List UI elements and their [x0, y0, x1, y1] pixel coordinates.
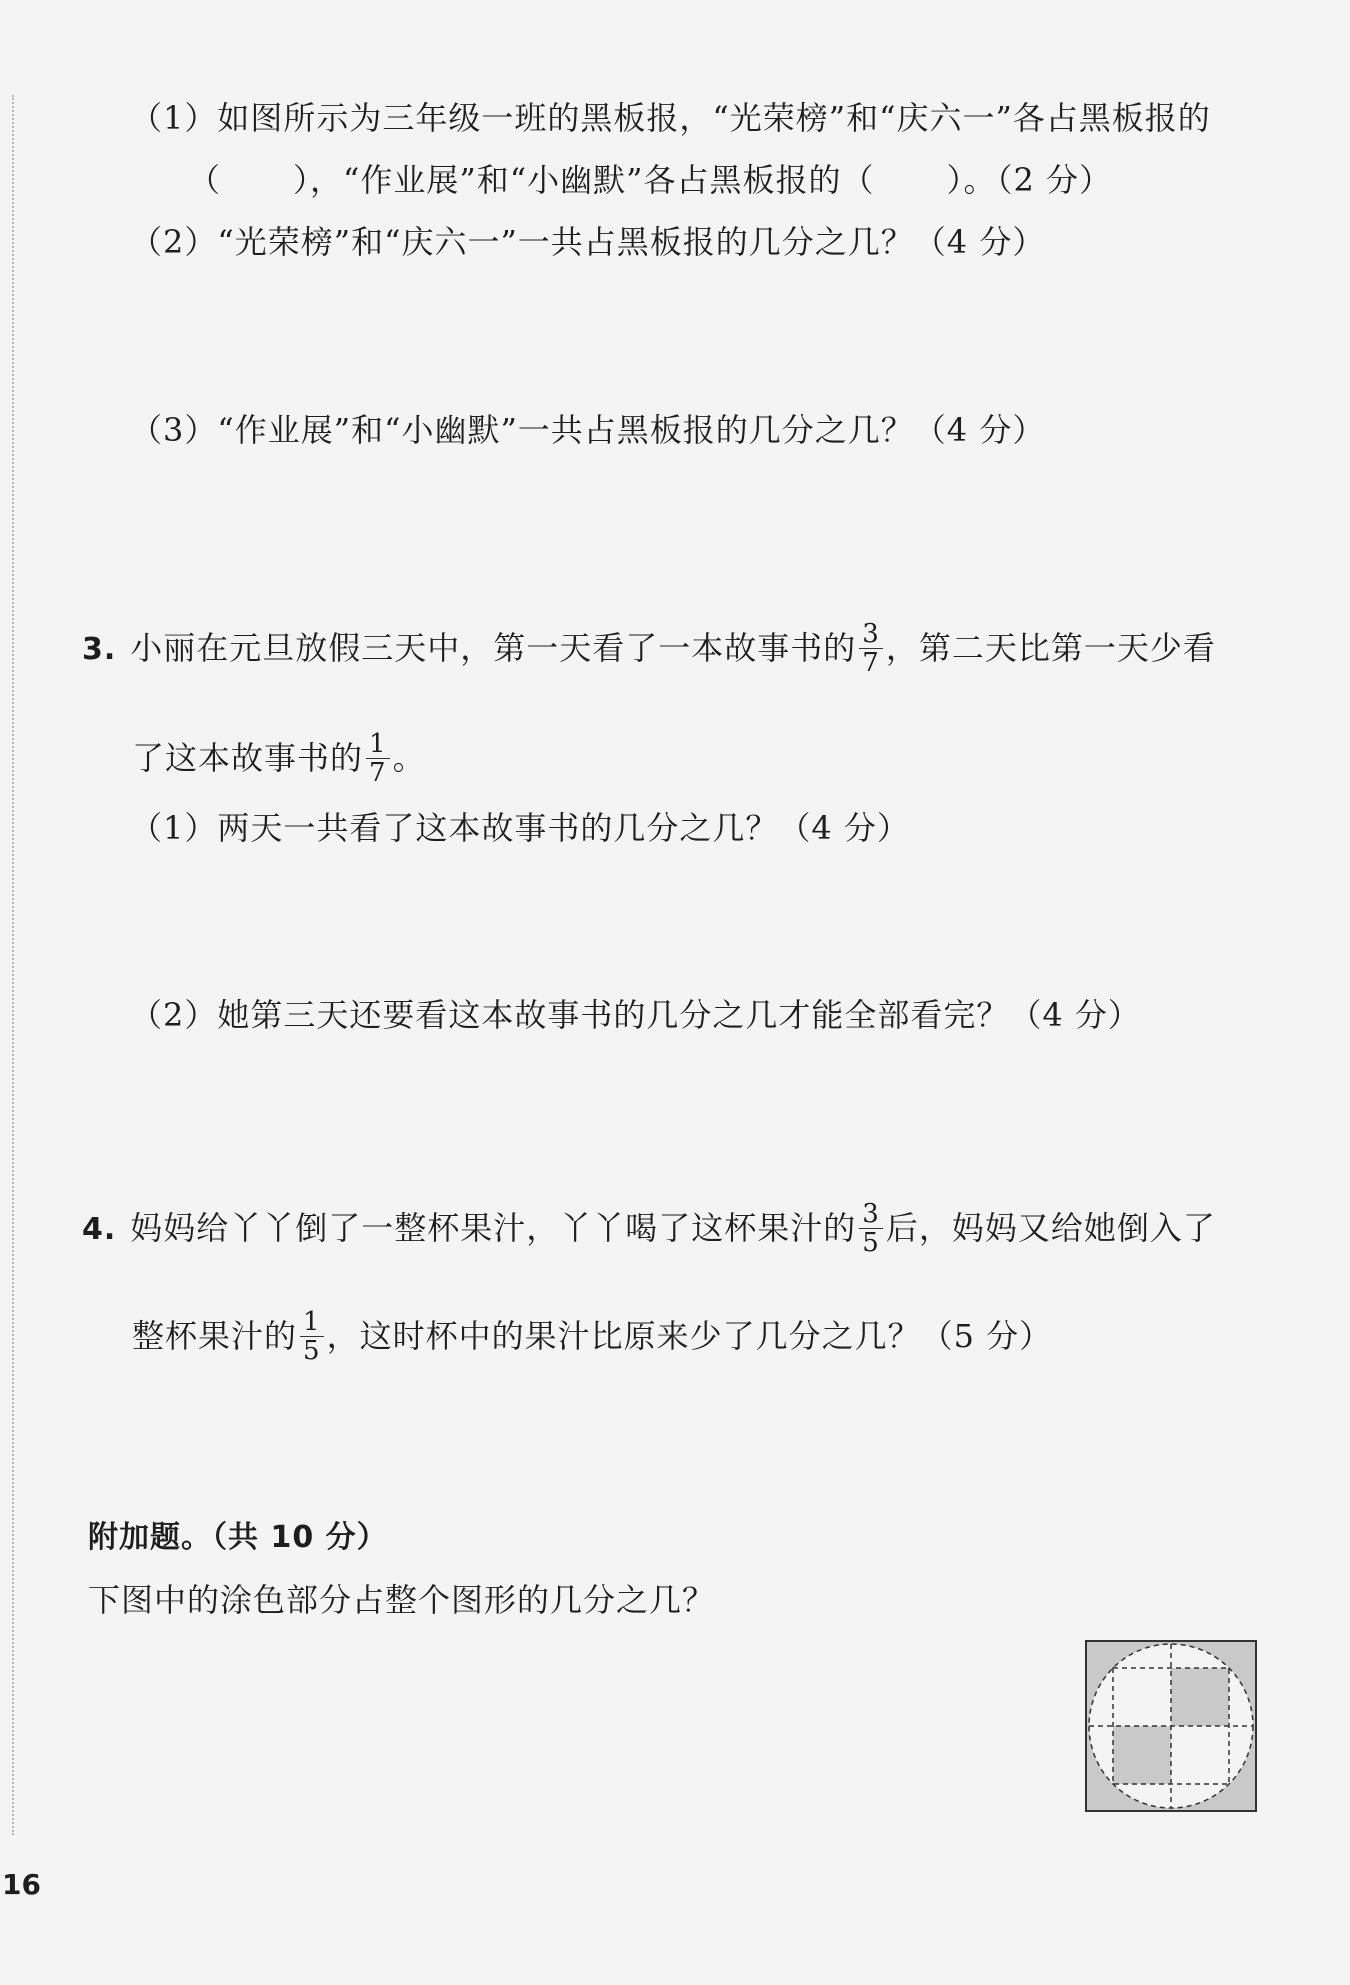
q4-fraction-1-5 — [300, 1308, 324, 1365]
fraction-denominator: 7 — [862, 648, 880, 678]
q4-text-a: 妈妈给丫丫倒了一整杯果汁，丫丫喝了这杯果汁的 — [130, 1209, 857, 1247]
q3-line2 — [132, 729, 426, 789]
fraction-numerator: 3 — [859, 620, 883, 649]
q4-number: 4. — [82, 1212, 117, 1247]
q3-line2-text-a: 了这本故事书的 — [132, 739, 364, 777]
q4-line2-text-a: 整杯果汁的 — [132, 1317, 298, 1355]
q3-text-b: ，第二天比第一天少看 — [885, 629, 1216, 667]
bonus-title: 附加题。（共 10 分） — [88, 1520, 388, 1555]
fraction-numerator: 1 — [366, 730, 390, 759]
q3-text-a: 小丽在元旦放假三天中，第一天看了一本故事书的 — [130, 629, 857, 667]
q3-fraction-3-7 — [859, 620, 883, 677]
q2-blank1-open: （ — [188, 161, 222, 199]
q4-line2 — [132, 1307, 1053, 1367]
page-number: 16 — [2, 1868, 41, 1901]
fraction-numerator: 3 — [859, 1200, 883, 1229]
bonus-shaded-figure — [1085, 1640, 1257, 1812]
binding-margin-line — [12, 95, 14, 1835]
q4-text-b: 后，妈妈又给她倒入了 — [885, 1209, 1216, 1247]
bonus-question: 下图中的涂色部分占整个图形的几分之几？ — [88, 1581, 716, 1619]
q2-part1-line2-mid: ），“作业展”和“小幽默”各占黑板报的（ — [293, 161, 875, 199]
q2-part2: （2）“光荣榜”和“庆六一”一共占黑板报的几分之几？（4 分） — [130, 223, 1046, 261]
q3-number: 3. — [82, 632, 117, 667]
q3-part2: （2）她第三天还要看这本故事书的几分之几才能全部看完？（4 分） — [130, 996, 1141, 1034]
q3-line1 — [82, 619, 1216, 679]
figure-shaded-cell — [1171, 1668, 1229, 1726]
q3-line2-text-b: 。 — [392, 739, 426, 777]
q4-line2-text-b: ，这时杯中的果汁比原来少了几分之几？（5 分） — [326, 1317, 1053, 1355]
q2-part1-line2-end: ）。（2 分） — [946, 161, 1113, 199]
q4-line1 — [82, 1199, 1216, 1259]
fraction-denominator: 5 — [862, 1228, 880, 1258]
q2-part1-line1: （1）如图所示为三年级一班的黑板报，“光荣榜”和“庆六一”各占黑板报的 — [130, 99, 1211, 137]
q3-fraction-1-7 — [366, 730, 390, 787]
q2-part1-line2 — [188, 160, 1112, 200]
fraction-denominator: 5 — [303, 1336, 321, 1366]
fraction-denominator: 7 — [369, 758, 387, 788]
q2-part3: （3）“作业展”和“小幽默”一共占黑板报的几分之几？（4 分） — [130, 411, 1046, 449]
fraction-numerator: 1 — [300, 1308, 324, 1337]
q4-fraction-3-5 — [859, 1200, 883, 1257]
figure-shaded-cell — [1113, 1726, 1171, 1784]
q3-part1: （1）两天一共看了这本故事书的几分之几？（4 分） — [130, 809, 910, 847]
